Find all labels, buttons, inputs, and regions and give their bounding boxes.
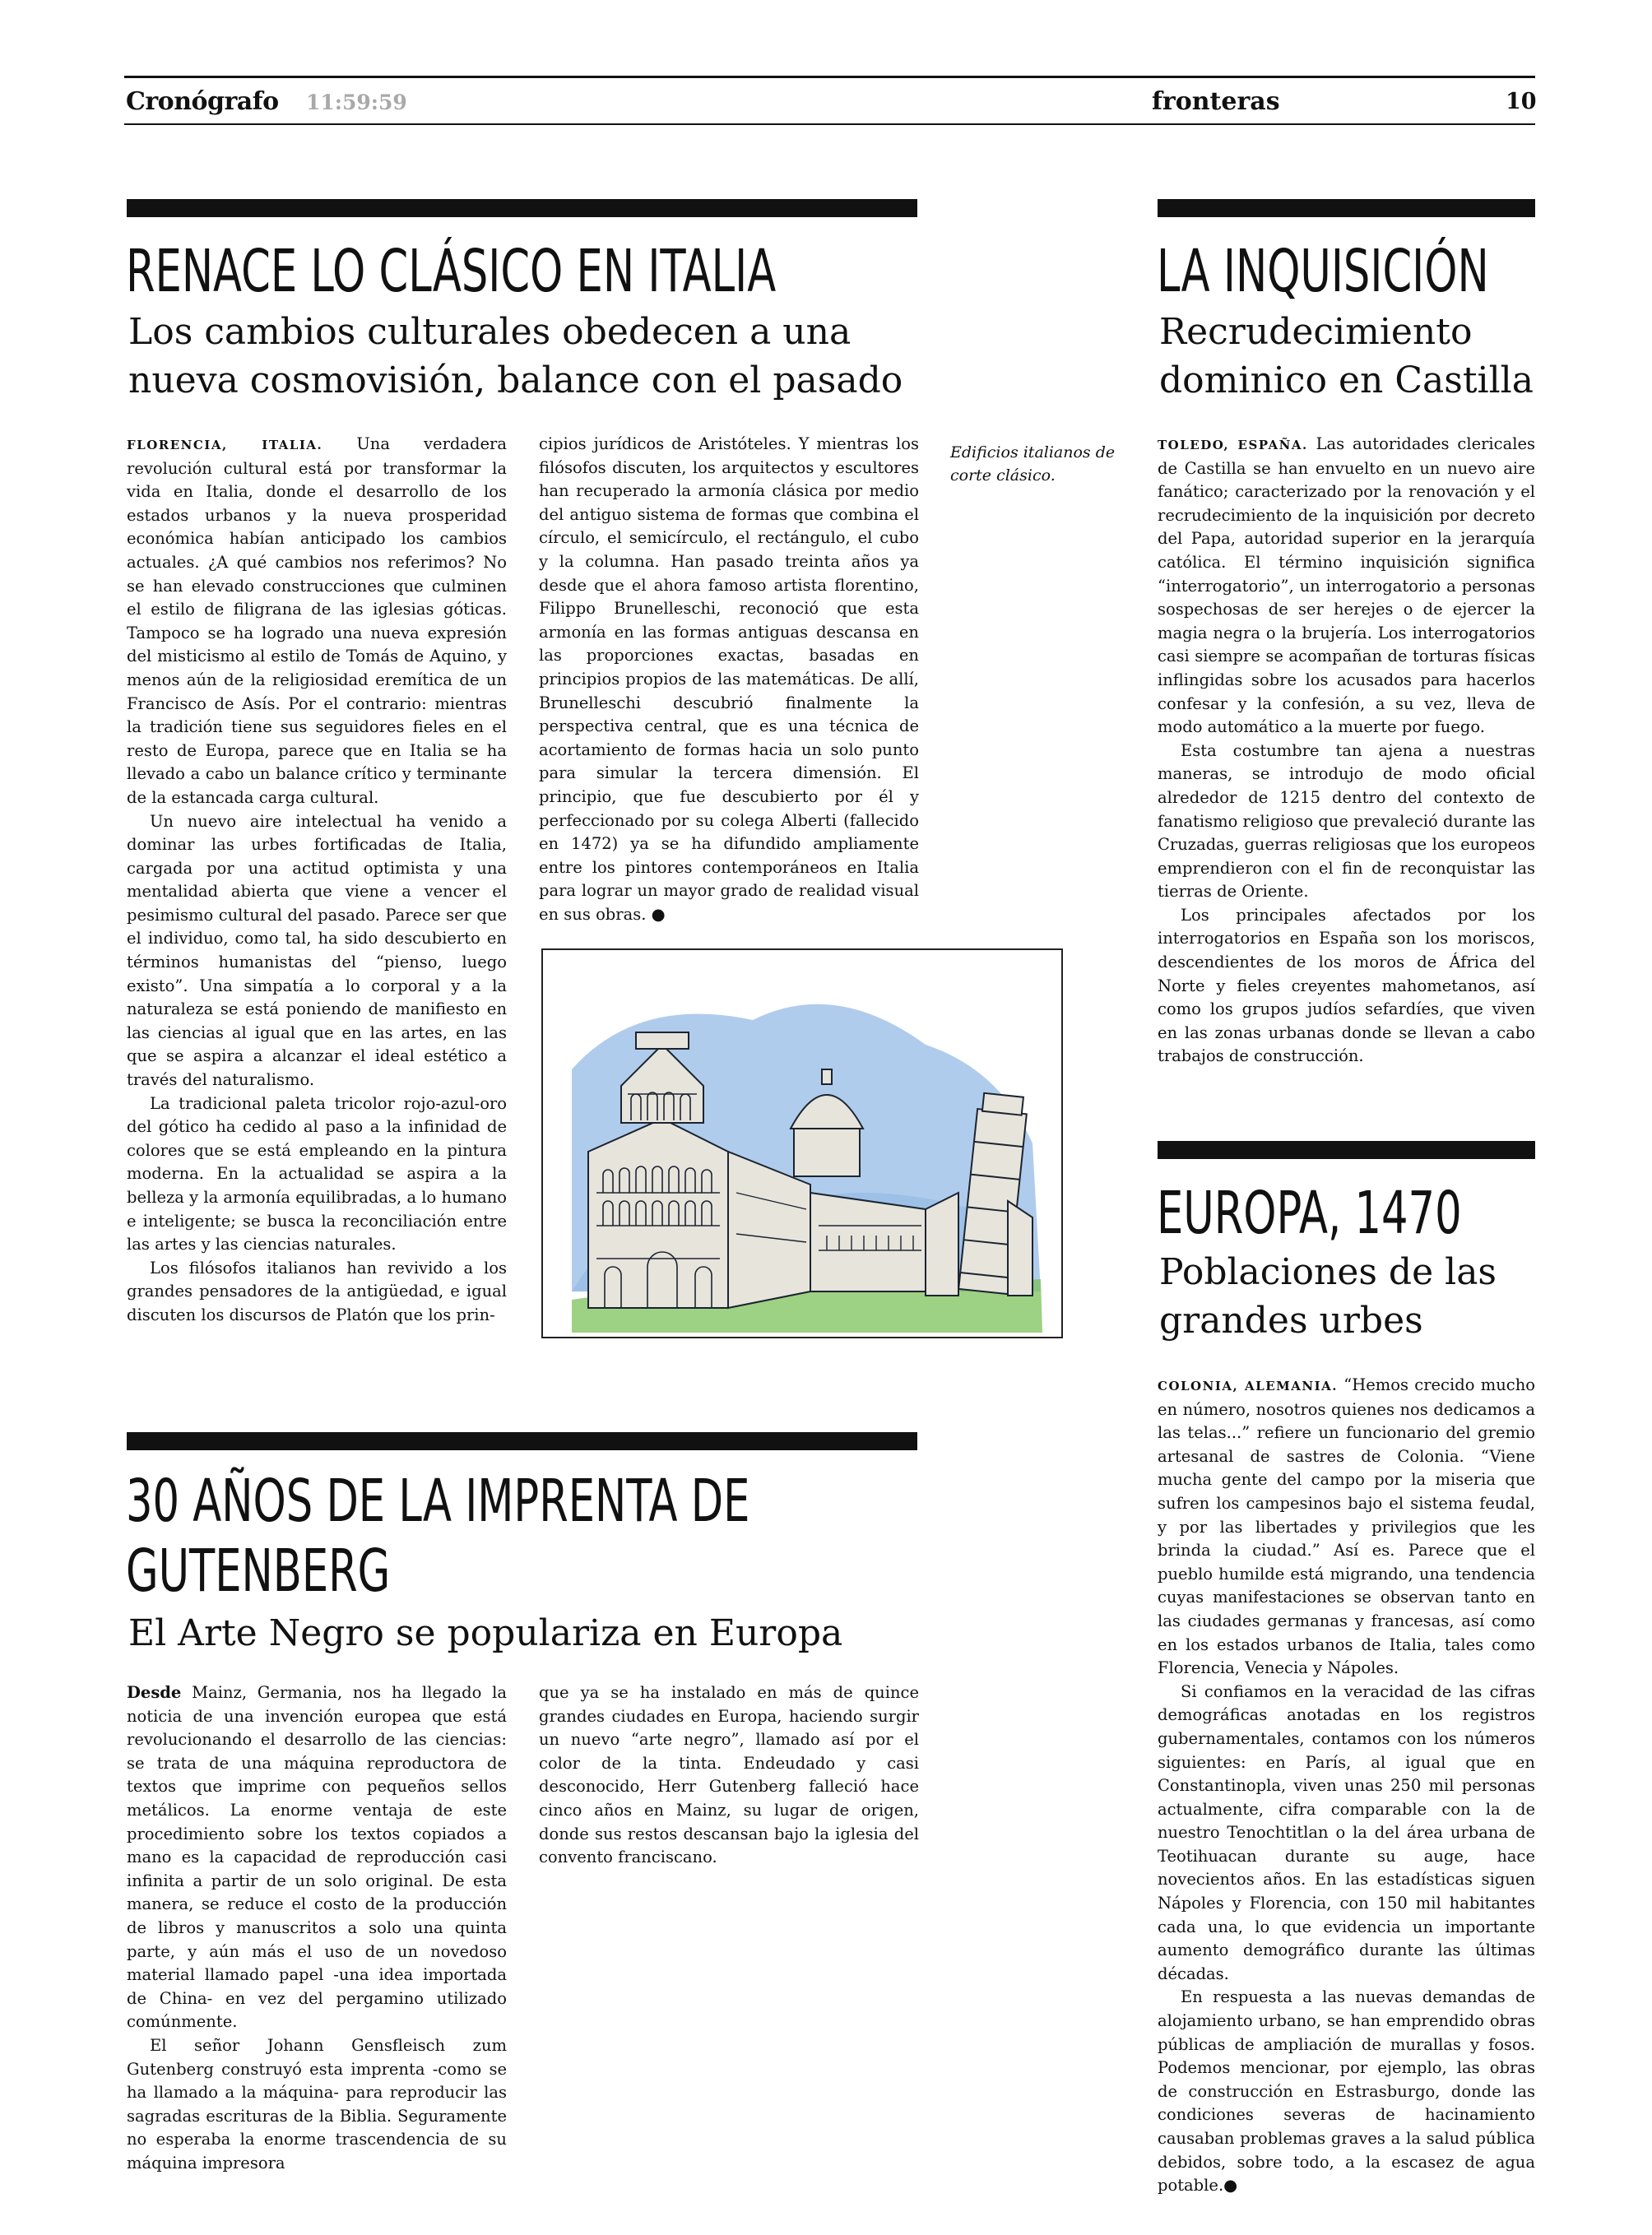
gutenberg-paragraph: Mainz, Germania, nos ha llegado la noticia de una invención europea que está revolucionando el desarrollo de las ciencias: se trata de una máquina reproductora de textos que imprime con pequeños sellos metálicos. La enorme ventaja de este procedimiento sobre los textos copiados a mano es la capacidad de reproducción casi infinita a partir de un solo original. De esta manera, se reduce el costo de la producción de libros y manuscritos a solo una quinta parte, y aún más el uso de un novedoso material llamado papel -una idea importada de China- en vez del pergamino utilizado comúnmente. <box>127 1683 507 2032</box>
header-time: 11:59:59 <box>306 90 407 114</box>
italia-caption: Edificios italianos de corte clásico. <box>950 443 1116 485</box>
inquisicion-headline: LA INQUISICIÓN <box>1157 237 1489 305</box>
italia-paragraph: Un nuevo aire intelectual ha venido a dominar las urbes fortificadas de Italia, cargada por una actitud optimista y una mentalidad abierta que viene a vencer el pesimismo cultural del pasado. Parece ser que el individuo, como tal, ha sido descubierto en términos humanistas del “pienso, luego existo”. Una simpatía a lo corporal y a la naturaleza se está poniendo de manifiesto en las ciencias al igual que en las artes, en las que se aspira a alcanzar el ideal estético a través del naturalismo. <box>127 811 507 1090</box>
italia-dateline: FLORENCIA, ITALIA. <box>127 438 323 452</box>
inquisicion-dateline: TOLEDO, ESPAÑA. <box>1158 438 1308 452</box>
italia-paragraph: La tradicional paleta tricolor rojo-azul-oro del gótico ha cedido al paso a la infinidad de colores que se está empleando en la pintura moderna. En la actualidad se aspira a la belleza y la armonía equilibradas, a lo humano e inteligente; se busca la reconciliación entre las artes y las ciencias naturales. <box>127 1093 507 1254</box>
header-bottom-rule <box>124 123 1535 125</box>
header-brand: Cronógrafo <box>126 87 279 116</box>
gutenberg-lead-word: Desde <box>127 1683 182 1702</box>
gutenberg-column-1 <box>127 1681 507 2175</box>
italia-column-1 <box>127 433 507 1328</box>
inquisicion-column <box>1158 433 1535 1069</box>
europa-paragraph: Si confiamos en la veracidad de las cifras demográficas anotadas en los registros gubernamentales, contamos con los números siguientes: en París, al igual que en Constantinopla, viven unas 250 mil personas actualmente, cifra comparable con la de nuestro Tenochtitlan o la del área urbana de Teotihuacan durante su auge, hace novecientos años. En las estadísticas siguen Nápoles y Florencia, con 150 mil habitantes cada una, lo que evidencia un importante aumento demográfico durante las últimas décadas. <box>1158 1681 1535 1983</box>
europa-bar <box>1158 1141 1535 1159</box>
inquisicion-subhead: Recrudecimiento dominico en Castilla <box>1159 311 1534 401</box>
italia-paragraph: cipios jurídicos de Aristóteles. Y mientras los filósofos discuten, los arquitectos y escultores han recuperado la armonía clásica por medio del antiguo sistema de formas que combina el círculo, el semicírculo, el rectángulo, el cubo y la columna. Han pasado treinta años ya desde que el ahora famoso artista florentino, Filippo Brunelleschi, reconoció que esta armonía en las formas antiguas descansa en las proporciones exactas, basadas en principios propios de las matemáticas. De allí, Brunelleschi descubrió finalmente la perspectiva central, que es una técnica de acortamiento de formas hacia un solo punto para simular la tercera dimensión. El principio, que fue descubierto por él y perfeccionado por su colega Alberti (fallecido en 1472) ya se ha difundido ampliamente entre los pintores contemporáneos en Italia para lograr un mayor grado de realidad visual en sus obras. ● <box>539 434 919 924</box>
gutenberg-headline-line-2: GUTENBERG <box>126 1537 391 1605</box>
italia-headline: RENACE LO CLÁSICO EN ITALIA <box>126 237 777 305</box>
gutenberg-paragraph: El señor Johann Gensfleisch zum Gutenberg construyó esta imprenta -como se ha llamado a la máquina- para reproducir las sagradas escrituras de la Biblia. Seguramente no esperaba la enorme trascendencia de su máquina impresora <box>127 2035 507 2172</box>
italia-bar <box>127 199 917 217</box>
header-section: fronteras <box>1152 87 1280 116</box>
header-page-number: 10 <box>1506 89 1537 114</box>
inquisicion-paragraph: Esta costumbre tan ajena a nuestras maneras, se introdujo de modo oficial alrededor de 1215 dentro del contexto de fanatismo religioso que prevaleció durante las Cruzadas, guerras religiosas que los europeos emprendieron con el fin de reconquistar las tierras de Oriente. <box>1158 740 1535 902</box>
europa-paragraph: “Hemos crecido mucho en número, nosotros quienes nos dedicamos a las telas...” refiere un funcionario del gremio artesanal de sastres de Colonia. “Viene mucha gente del campo por la miseria que sufren los campesinos bajo el sistema feudal, y por las libertades y privilegios que les brinda la ciudad.” Así es. Parece que el pueblo humilde está migrando, una tendencia cuyas manifestaciones se observan tanto en las ciudades germanas y francesas, así como en los estados urbanos de Italia, tales como Florencia, Venecia y Nápoles. <box>1158 1375 1535 1678</box>
europa-subhead: Poblaciones de las grandes urbes <box>1159 1251 1497 1342</box>
gutenberg-bar <box>127 1432 917 1450</box>
europa-column <box>1158 1374 1535 2198</box>
italia-paragraph: Una verdadera revolución cultural está por transformar la vida en Italia, donde el desarrollo de los estados urbanos y la nueva prosperidad económica habían anticipado los cambios actuales. ¿A qué cambios nos referimos? No se han elevado construcciones que culminen el estilo de filigrana de las iglesias góticas. Tampoco se ha logrado una nueva expresión del misticismo al estilo de Tomás de Aquino, y menos aún de la religiosidad eremítica de un Francisco de Asís. Por el contrario: mientras la tradición tiene sus seguidores fieles en el resto de Europa, parece que en Italia se ha llevado a cabo un balance crítico y terminante de la estancada carga cultural. <box>127 434 507 807</box>
header-top-rule <box>124 76 1535 78</box>
inquisicion-paragraph: Los principales afectados por los interrogatorios en España son los moriscos, descendientes de los moros de África del Norte y fieles creyentes mahometanos, así como los grupos judíos sefardíes, que viven en las zonas urbanas donde se llevan a cabo trabajos de construcción. <box>1158 905 1535 1066</box>
europa-dateline: COLONIA, ALEMANIA. <box>1158 1379 1338 1393</box>
gutenberg-paragraph: que ya se ha instalado en más de quince grandes ciudades en Europa, haciendo surgir un nuevo “arte negro”, llamado así por el color de la tinta. Endeudado y casi desconocido, Herr Gutenberg falleció hace cinco años en Mainz, su lugar de origen, donde sus restos descansan bajo la iglesia del convento franciscano. <box>539 1683 919 1867</box>
europa-headline: EUROPA, 1470 <box>1157 1179 1462 1247</box>
gutenberg-subhead: El Arte Negro se populariza en Europa <box>128 1612 843 1654</box>
inquisicion-bar <box>1158 199 1535 217</box>
europa-paragraph: En respuesta a las nuevas demandas de alojamiento urbano, se han emprendido obras públicas de ampliación de murallas y fosos. Podemos mencionar, por ejemplo, las obras de construcción en Estrasburgo, donde las condiciones severas de hacinamiento causaban problemas graves a la salud pública debidos, sobre todo, a la escasez de agua potable.● <box>1158 1987 1535 2196</box>
italia-column-2 <box>539 433 919 926</box>
italia-paragraph: Los filósofos italianos han revivido a los grandes pensadores de la antigüedad, e igual discuten los discursos de Platón que los prin- <box>127 1258 507 1324</box>
gutenberg-column-2 <box>539 1681 919 1870</box>
gutenberg-headline-line-1: 30 AÑOS DE LA IMPRENTA DE <box>126 1467 750 1535</box>
inquisicion-paragraph: Las autoridades clericales de Castilla se han envuelto en un nuevo aire fanático; caracterizado por la renovación y el recrudecimiento de la inquisición por decreto del Papa, autoridad superior en la jerarquía católica. El término inquisición significa “interrogatorio”, un interrogatorio a personas sospechosas de ser herejes o de ejercer la magia negra o la brujería. Los interrogatorios casi siempre se acompañan de torturas físicas inflingidas sobre los acusados para hacerlos confesar y la confesión, a su vez, lleva de modo automático a la muerte por fuego. <box>1158 434 1535 737</box>
italia-subhead: Los cambios culturales obedecen a una nueva cosmovisión, balance con el pasado <box>128 311 903 401</box>
cathedral-illustration <box>539 946 1065 1341</box>
